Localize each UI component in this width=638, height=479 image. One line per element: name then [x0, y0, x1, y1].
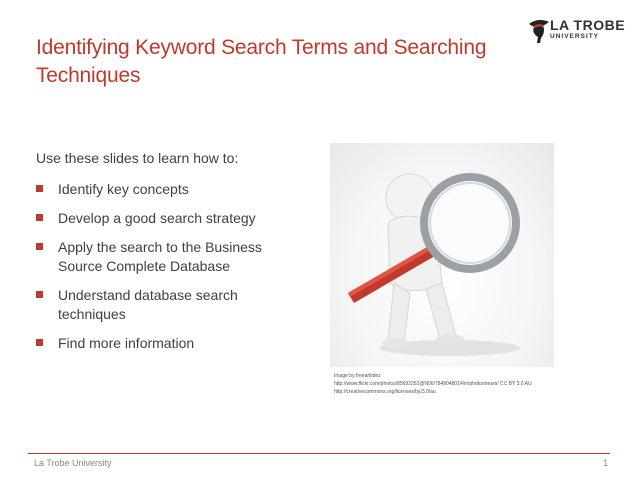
- image-credit-source-url: http://www.flickr.com/photos/85692252@N06/7849048014/in/photostream/ CC BY 3.0 AU: [334, 381, 532, 387]
- logo-subtitle: UNIVERSITY: [550, 33, 600, 40]
- intro-text: Use these slides to learn how to:: [36, 150, 239, 166]
- footer-institution: La Trobe University: [34, 458, 112, 468]
- square-bullet-icon: [36, 185, 43, 192]
- bullet-item: [36, 286, 296, 324]
- magnifying-glass-photo: [330, 143, 554, 367]
- bullet-text: Understand database search techniques: [58, 287, 238, 322]
- image-credit-license-url: http://creativecommons.org/licenses/by/3.0/au: [334, 389, 436, 395]
- bullet-text: Develop a good search strategy: [58, 210, 256, 226]
- page-number: 1: [602, 458, 608, 468]
- image-credit: [334, 372, 604, 396]
- bullet-text: Identify key concepts: [58, 181, 189, 197]
- bullet-text: Find more information: [58, 335, 195, 351]
- la-trobe-bird-logo-icon: [528, 18, 550, 44]
- square-bullet-icon: [36, 339, 43, 346]
- logo-name: LA TROBE: [550, 17, 626, 33]
- bullet-item: [36, 209, 296, 228]
- magnifying-glass-figure-icon: [330, 143, 554, 367]
- slide-title: Identifying Keyword Search Terms and Searching Techniques: [36, 36, 487, 87]
- footer-divider: [28, 453, 610, 454]
- la-trobe-logo: [528, 16, 628, 48]
- bullet-item: [36, 180, 296, 199]
- bullet-item: [36, 334, 296, 353]
- square-bullet-icon: [36, 243, 43, 250]
- image-credit-author: Image by freeartiidez: [334, 373, 381, 379]
- bullet-text: Apply the search to the Business Source Complete Database: [58, 239, 262, 274]
- square-bullet-icon: [36, 291, 43, 298]
- bullet-item: [36, 238, 296, 276]
- bullet-list: [36, 180, 296, 363]
- square-bullet-icon: [36, 214, 43, 221]
